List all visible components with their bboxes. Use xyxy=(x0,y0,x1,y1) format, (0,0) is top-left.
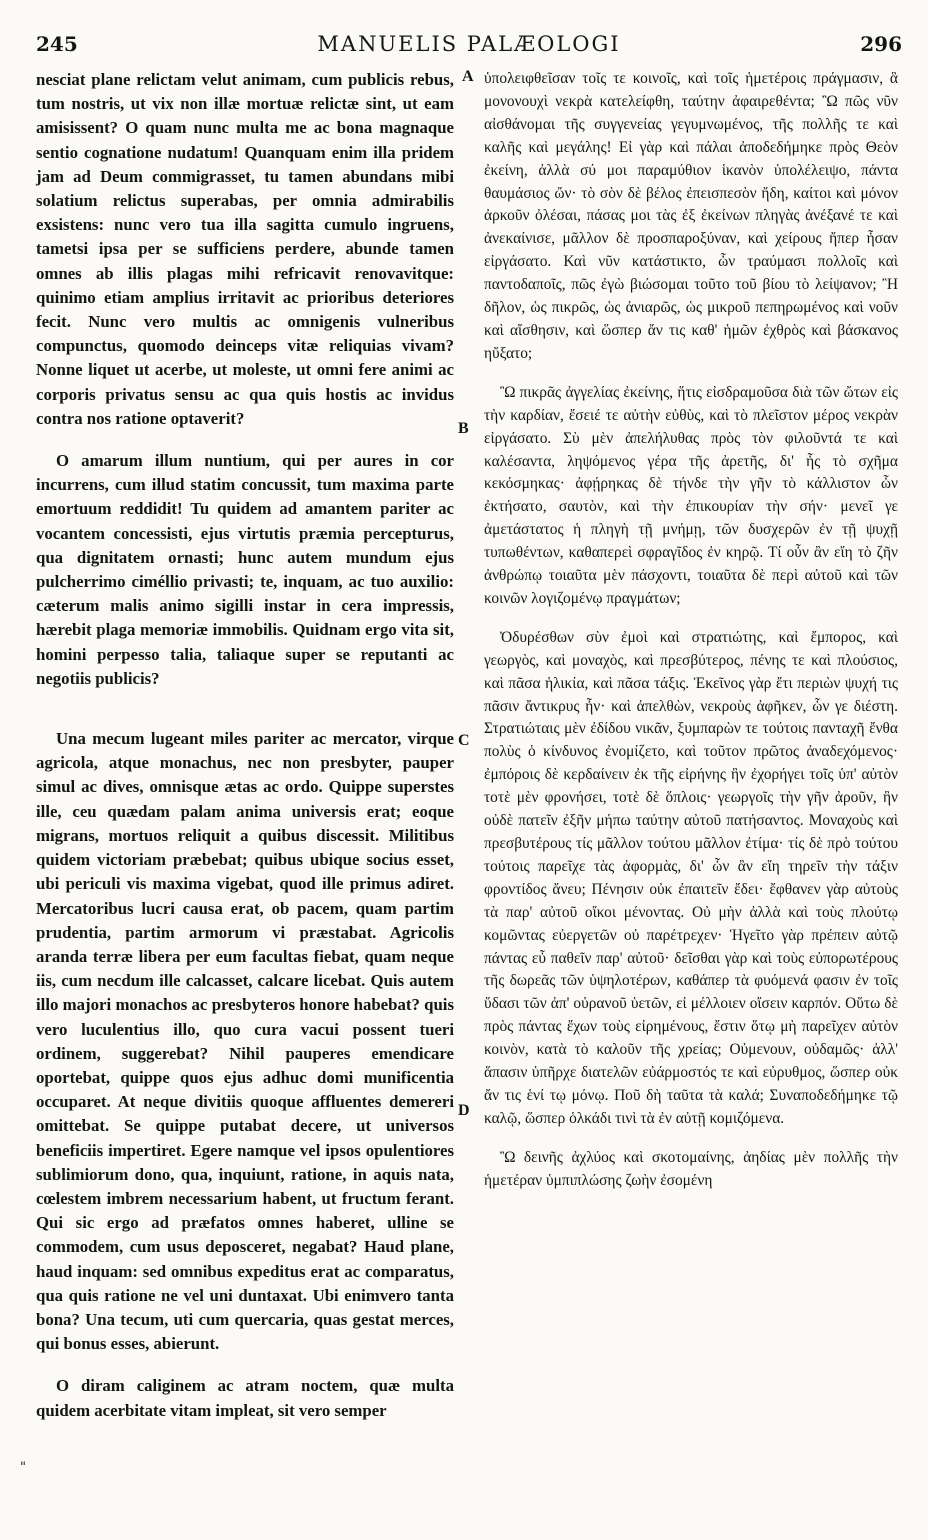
margin-marker-b: B xyxy=(458,420,469,437)
greek-paragraph-1: ὑπολειφθεῖσαν τοῖς τε κοινοῖς, καὶ τοῖς ἡμετέροις πράγμασιν, ἃ μονονουχὶ νεκρὰ κατελείφθη, ταύτην ἀφαιρεθέντα; Ὢ πῶς νῦν αἰσθάνομαι τῆς συγγενείας γεγυμνωμένος, τῆς πολλῆς τε καὶ καλῆς καὶ μεγάλης! Εἰ γὰρ καὶ πάλαι ἀποδεδήμηκε πρὸς Θεὸν ἐκείνη, ἀλλὰ σύ μοι παραμύθιον ἱκανὸν ὑπολέλειψο, πάντα θαυμάσιος ὤν· τὸ σὸν δὲ βέλος ἐπεισπεσὸν ἤδη, καίτοι καὶ μόνον ἀρκοῦν ὀλέσαι, πάσας μοι τὰς ἐξ ἐκείνων πληγὰς ἀνέξανέ τε καὶ ἀνεκαίνισε, μᾶλλον δὲ προσπαροξύναν, καὶ χείρους ἤπερ ἦσαν εἰργάσατο. Καὶ νῦν κατάστικτο, ὧν τραύμασι πολλοῖς καὶ παντοδαποῖς, πῶς ἐγὼ βιώσομαι τοῦτο τοῦ βίου τὸ λείψανον; Ἢ δῆλον, ὡς πικρῶς, ὡς ἀνιαρῶς, ὡς μικροῦ πεπηρωμένος καὶ νοῦν καὶ αἴσθησιν, καὶ ὥσπερ ἄν τις καθ' ἡμῶν ἐχθρὸς καὶ βάσκανος ηὔξατο; xyxy=(484,70,898,362)
running-header xyxy=(36,32,902,62)
greek-paragraph-4: Ὢ δεινῆς ἀχλύος καὶ σκοτομαίνης, ἀηδίας μὲν πολλῆς τὴν ἡμετέραν ὑμπιπλώσης ζωὴν ἐσομένη xyxy=(484,1148,898,1189)
latin-column xyxy=(36,68,454,1423)
latin-paragraph-1: nesciat plane relictam velut animam, cum publicis rebus, tum nostris, ut vix non illæ mortuæ relictæ sint, ut eam amisissent? O quam nunc multa me ac bona magnaque sentio cognatione nudatum! Quanquam enim illa pridem jam ad Deum commigrasset, tu tamen abundans mibi solatium relictus superabas, per omnia admirabilis exsistens: nunc vero tua illa sagitta cumulo ingruens, tametsi ipsa per se sufficiens perdere, abunde tamen omnes ab illis plagas mihi refricavit renovavitque: quinimo etiam amplius irritavit ac prioribus deteriores fecit. Nunc vero multis ac omnigenis vulneribus compunctus, quomodo deinceps vitæ reliquias vivam? Nonne liquet ut acerbe, ut moleste, ut omni fere animi ac corporis privatus sensu ac qua quis hostis ac invidus contra nos ratione optaverit? xyxy=(36,70,454,428)
latin-paragraph-3: Una mecum lugeant miles pariter ac mercator, virque agricola, atque monachus, nec non presbyter, pauper simul ac dives, omnisque ætas ac ordo. Quippe superstes ille, ceu quædam palam anima universis erat; eoque migrans, mortuos reliquit a quibus discessit. Militibus quidem victoriam præbebat; quibus ubique socius esset, ubi periculi vis maxima vigebat, quod ille primus adiret. Mercatoribus lucri causa erat, ob pacem, quam partim prudentia, partim armorum vi præstabat. Agricolis aranda terræ libera per eum facultas fiebat, quam neque iis, cum necdum ille calcasset, calcare licebat. Quis autem illo majori monachos ac presbyteros honore habebat? quis vero luculentius illo, quo cura vacui possent tueri ordinem, suggerebat? Nihil pauperes emendicare oportebat, quippe quos ejus adhuc domi munificentia occuparet. At neque divitiis quoque affluentes demereri omittebat. Se quippe putabat decere, ut universos beneficiis impertiret. Egere namque vel ipsos opulentiores sublimiorum dono, qua, inquiunt, ratione, in aquis nata, cœlestem imbrem necessarium habent, ut fructum ferant. Qui sic ergo ad præfatos omnes haberet, ulline se commodem, cum usus deposceret, negabat? Haud plane, haud inquam: sed omnibus expeditus erat ac comparatus, qua quis ratione ne vel uni duntaxat. Ubi enimvero tanta bona? Una tecum, uti cum quercaria, quas gestat merces, qui bonus esses, abierunt. xyxy=(36,729,454,1354)
greek-paragraph-2: Ὢ πικρᾶς ἀγγελίας ἐκείνης, ἥτις εἰσδραμοῦσα διὰ τῶν ὤτων εἰς τὴν καρδίαν, ἔσειέ τε αὐτὴν εὐθὺς, καὶ τὸ πλεῖστον μέρος νεκρὰν εἰργάσατο. Σὺ μὲν ἀπελήλυθας πρὸς τὸν φιλοῦντά τε καὶ καλέσαντα, ληψόμενος γέρα τῆς ἀρετῆς, δι' ἧς τὸ σχῆμα κεκόσμηκας· ἀφῄρηκας δὲ τήνδε τὴν γῆν τὸ κάλλιστον ὧν ἐκτήσατο, σαυτὸν, καὶ τὴν ἐπικουρίαν τὴν σήν· μενεῖ γε ἀμετάστατος ἡ πληγὴ τῇ μνήμῃ, τῶν δυσχερῶν ἐν τῇ ψυχῇ τυπωθέντων, καθαπερεὶ σφραγῖδος ἐν κηρῷ. Τί οὖν ἂν εἴη τὸ ζῆν ἀνθρώπῳ τοιαῦτα μὲν πάσχοντι, τοιαῦτα δὲ περὶ αὐτοῦ καὶ τῶν κοινῶν λογιζομένῳ πραγμάτων; xyxy=(484,383,898,607)
greek-paragraph-3: Ὀδυρέσθων σὺν ἐμοὶ καὶ στρατιώτης, καὶ ἔμπορος, καὶ γεωργὸς, καὶ μοναχὸς, καὶ πρεσβύτερος, πένης τε καὶ πλούσιος, καὶ πᾶσα ἡλικία, καὶ πᾶσα τάξις. Ἐκεῖνος γὰρ ἔτι περιὼν ψυχή τις πᾶσιν ἄντικρυς ἦν· καὶ ἀπελθὼν, νεκροὺς ἀφῆκεν, ὧν γε διέστη. Στρατιώταις μὲν ἐδίδου νικᾶν, ξυμπαρὼν τε τούτοις πανταχῆ ἔνθα πολὺς ὁ κίνδυνος ἐνομίζετο, καὶ τοῦτον πρῶτος ἀναδεχόμενος· ἐμπόροις δὲ κερδαίνειν ἐκ τῆς εἰρήνης ἣν ἐχορήγει τοῖς ὑπ' αὐτὸν τοτὲ μὲν φρονήσει, τοτὲ δὲ ὅπλοις· γεωργοῖς τὴν γῆν ἀροῦν, ἣν οὐδὲ πατεῖν ἐξῆν μήπω ταύτην αὐτοῦ πατήσαντος. Μοναχοὺς καὶ πρεσβυτέρους τίς μᾶλλον τούτου μᾶλλον ἐτίμα· τίς δὲ πρὸ τούτου τούτοις παρεῖχε τὰς ἀφορμὰς, δι' ὧν ἂν εἴη τηρεῖν τὴν τάξιν φροντίδος ἄνευ; Πένησιν οὐκ ἐπαιτεῖν ἔδει· ἔφθανεν γὰρ αὐτοὺς τὰ παρ' αὐτοῦ οἴκοι μένοντας. Οὐ μὴν ἀλλὰ καὶ τοὺς πλούτῳ κομῶντας εὐεργετῶν οὐ παρέτρεχεν· Ἡγεῖτο γὰρ πρέπειν αὐτῷ πάντας εὖ παθεῖν παρ' αὐτοῦ· δεῖσθαι γὰρ καὶ τοὺς εὐπορωτέρους τῆς δωρεᾶς τῶν ὑψηλοτέρων, καθάπερ τὰ φυόμενά φασιν ἐν τοῖς ὕδασι τῶν ἀπ' οὐρανοῦ ὑετῶν, εἰ μέλλοιεν οἴσειν καρπόν. Οὕτω δὲ πρὸς πάντας ἔχων τοὺς εἰρημένους, ἔστιν ὅτῳ μὴ παρεῖχεν αὐτὸν κοινὸν, κατὰ τὸ καλοῦν τῆς χρείας; Οὐμενουν, οὐδαμῶς· ἀλλ' ἅπασιν ὑπῆρχε διατελῶν εὐάρμοστός τε καὶ εὐρυθμος, ὥσπερ οὐκ ἄν τις ἑνί τῳ μόνῳ. Ποῦ δὴ ταῦτα τὰ καλά; Συναποδεδήμηκε τῷ καλῷ, ὥσπερ ὁλκάδι τινὶ τὰ ἐν αὐτῇ κομιζόμενα. xyxy=(484,628,898,1127)
margin-marker-c: C xyxy=(458,732,470,749)
latin-paragraph-2: O amarum illum nuntium, qui per aures in cor incurrens, cum illud statim concussit, tum maxima parte emortuum reddidit! Tu quidem ad amantem pariter ac vocantem concessisti, ejus virtutis præmia percepturus, qua dignitatem ornasti; hunc autem mundum ejus pulcherrimo ciméllio privasti; te, inquam, ac tuo auxilio: cæterum malis animo sigilli instar in cera impressis, hærebit plaga memoriæ immobilis. Quidnam ergo vita sit, homini perpesso talia, taliaque super se reputanti ac negotiis publicis? xyxy=(36,451,454,688)
page-number-right: 296 xyxy=(860,32,902,56)
margin-marker-d: D xyxy=(458,1102,470,1119)
footnote-mark: " xyxy=(20,1460,26,1475)
greek-column xyxy=(484,68,898,1193)
latin-paragraph-4: O diram caliginem ac atram noctem, quæ multa quidem acerbitate vitam impleat, sit vero semper xyxy=(36,1376,454,1420)
running-title: MANUELIS PALÆOLOGI xyxy=(317,32,621,56)
margin-marker-a: A xyxy=(462,68,474,85)
page-number-left: 245 xyxy=(36,32,78,56)
